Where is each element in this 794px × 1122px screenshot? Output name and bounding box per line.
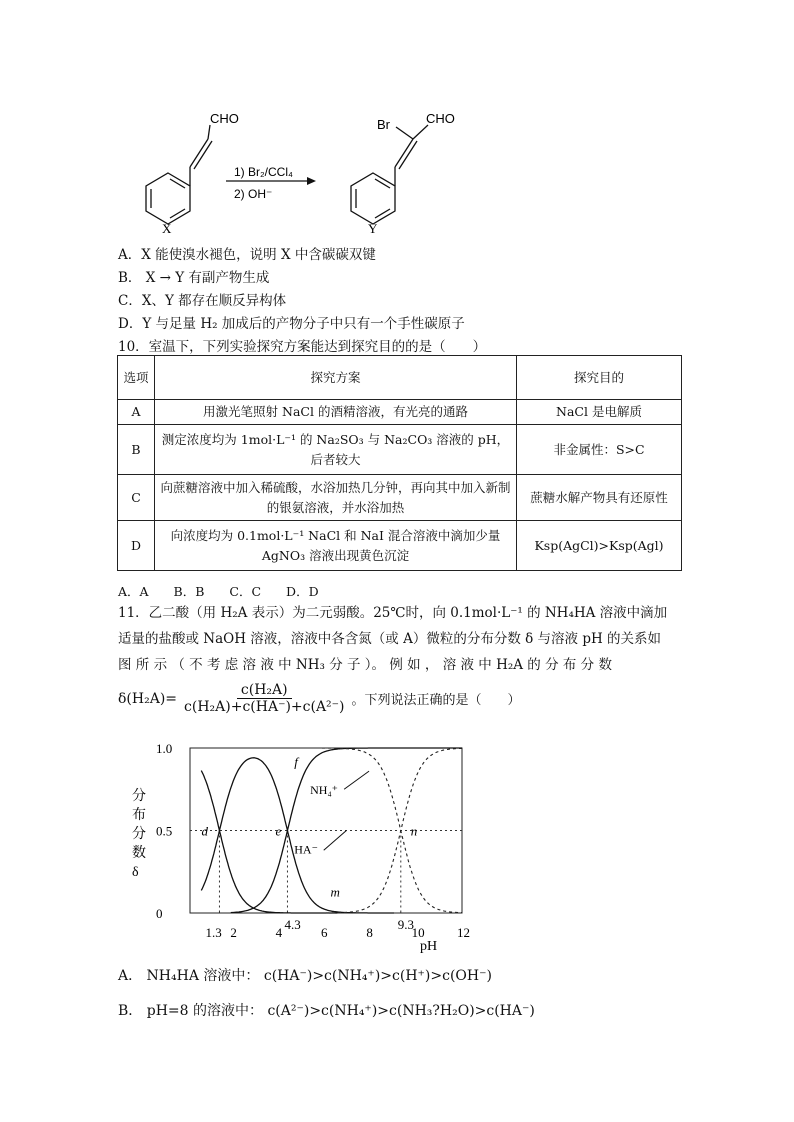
formula-lhs: δ(H₂A)=: [118, 690, 178, 707]
row-plan: 测定浓度均为 1mol·L⁻¹ 的 Na₂SO₃ 与 Na₂CO₃ 溶液的 pH，后者较大: [155, 425, 517, 475]
point-label: f: [294, 754, 298, 770]
q11-line-2: 适量的盐酸或 NaOH 溶液，溶液中各含氮（或 A）微粒的分布分数 δ 与溶液 pH 的关系如: [118, 631, 662, 647]
distribution-chart: [120, 740, 480, 955]
y-br-label: Br: [377, 117, 390, 132]
point-label: n: [410, 823, 418, 839]
reaction-arrowhead: [307, 177, 316, 185]
row-goal: 蔗糖水解产物具有还原性: [517, 475, 682, 521]
header-goal: 探究目的: [517, 356, 682, 400]
formula-tail: 。下列说法正确的是（ ）: [351, 693, 521, 708]
table-row: [118, 400, 682, 425]
table-row: [118, 425, 682, 475]
row-plan: 向浓度均为 0.1mol·L⁻¹ NaCl 和 NaI 混合溶液中滴加少量 AgNO₃ 溶液出现黄色沉淀: [155, 521, 517, 571]
y-cho-label: CHO: [426, 111, 455, 126]
y-tick-label: 0.5: [156, 823, 173, 839]
point-label: m: [330, 884, 340, 900]
table-row: [118, 521, 682, 571]
experiment-table: [117, 355, 682, 571]
x-tick-label: 8: [366, 925, 373, 940]
formula-fraction: [180, 682, 349, 715]
header-plan: 探究方案: [155, 356, 517, 400]
x-tick-label: 1.3: [205, 925, 222, 940]
x-tick-label: 10: [411, 925, 425, 940]
q9-option-c: C．X、Y 都存在顺反异构体: [118, 293, 287, 309]
q9-option-a: A．X 能使溴水褪色，说明 X 中含碳碳双键: [118, 247, 376, 263]
row-goal: 非金属性：S>C: [517, 425, 682, 475]
benzene-ring-y: [351, 125, 428, 224]
q9-option-b: B． X → Y 有副产物生成: [118, 270, 270, 286]
y-axis-label-char: 分: [132, 827, 146, 842]
x-tick-label: 9.3: [397, 917, 415, 932]
x-tick-label: 4.3: [284, 917, 301, 932]
ha-pointer: [324, 831, 347, 851]
ha-curve: [201, 758, 394, 913]
q11-option-b: B． pH=8 的溶液中： c(A²⁻)>c(NH₄⁺)>c(NH₃?H₂O)>c(HA⁻): [118, 1003, 535, 1019]
x-tick-label: 6: [321, 925, 328, 940]
row-option: D: [118, 521, 155, 571]
header-option: 选项: [118, 356, 155, 400]
x-cho-label: CHO: [210, 111, 239, 126]
x-label: X: [162, 221, 172, 235]
distribution-formula: [118, 682, 521, 715]
x-tick-labels: [205, 917, 470, 940]
x-tick-label: 12: [457, 925, 470, 940]
y-axis-label: [132, 788, 146, 880]
q11-line-1: 11．乙二酸（用 H₂A 表示）为二元弱酸。25℃时，向 0.1mol·L⁻¹ 的 NH₄HA 溶液中滴加: [118, 605, 668, 621]
reaction-scheme: [118, 95, 468, 235]
table-header-row: [118, 356, 682, 400]
x-axis-label: pH: [420, 939, 438, 954]
y-label: Y: [368, 221, 378, 235]
nh4-pointer: [344, 771, 369, 789]
row-option: C: [118, 475, 155, 521]
reagent-step-1: 1) Br₂/CCl₄: [234, 165, 293, 179]
y-tick-labels: [156, 741, 172, 921]
curve-label: NH₄⁺: [310, 783, 338, 798]
y-tick-label: 1.0: [156, 741, 173, 756]
table-row: [118, 475, 682, 521]
y-axis-label-char: 分: [132, 789, 146, 804]
x-tick-label: 2: [230, 925, 237, 940]
point-labels: [201, 755, 417, 900]
row-option: B: [118, 425, 155, 475]
y-tick-label: 0: [156, 906, 163, 921]
q10-answer-options: A．A B．B C．C D．D: [118, 584, 319, 599]
row-plan: 向蔗糖溶液中加入稀硫酸，水浴加热几分钟，再向其中加入新制的银氨溶液，并水浴加热: [155, 475, 517, 521]
formula-denominator: c(H₂A)+c(HA⁻)+c(A²⁻): [184, 699, 345, 715]
x-tick-label: 4: [275, 925, 283, 940]
row-goal: NaCl 是电解质: [517, 400, 682, 425]
y-axis-label-char: 数: [132, 846, 146, 861]
q11-line-3: 图 所 示 （ 不 考 虑 溶 液 中 NH₃ 分 子 ）。 例 如 ， 溶 液 中 H₂A 的 分 布 分 数: [118, 657, 612, 673]
benzene-ring-x: [146, 125, 212, 224]
q9-option-d: D．Y 与足量 H₂ 加成后的产物分子中只有一个手性碳原子: [118, 316, 465, 332]
row-plan: 用激光笔照射 NaCl 的酒精溶液，有光亮的通路: [155, 400, 517, 425]
row-option: A: [118, 400, 155, 425]
formula-numerator: c(H₂A): [237, 682, 292, 699]
q10-stem: 10．室温下，下列实验探究方案能达到探究目的的是（ ）: [118, 339, 487, 355]
y-axis-label-char: 布: [132, 808, 146, 823]
y-axis-label-char: δ: [132, 865, 139, 880]
point-label: e: [275, 823, 282, 839]
reagent-step-2: 2) OH⁻: [234, 187, 273, 201]
row-goal: Ksp(AgCl)>Ksp(Agl): [517, 521, 682, 571]
point-label: d: [201, 823, 208, 839]
curve-label: HA⁻: [294, 842, 318, 857]
q11-option-a: A． NH₄HA 溶液中： c(HA⁻)>c(NH₄⁺)>c(H⁺)>c(OH⁻): [118, 968, 492, 984]
